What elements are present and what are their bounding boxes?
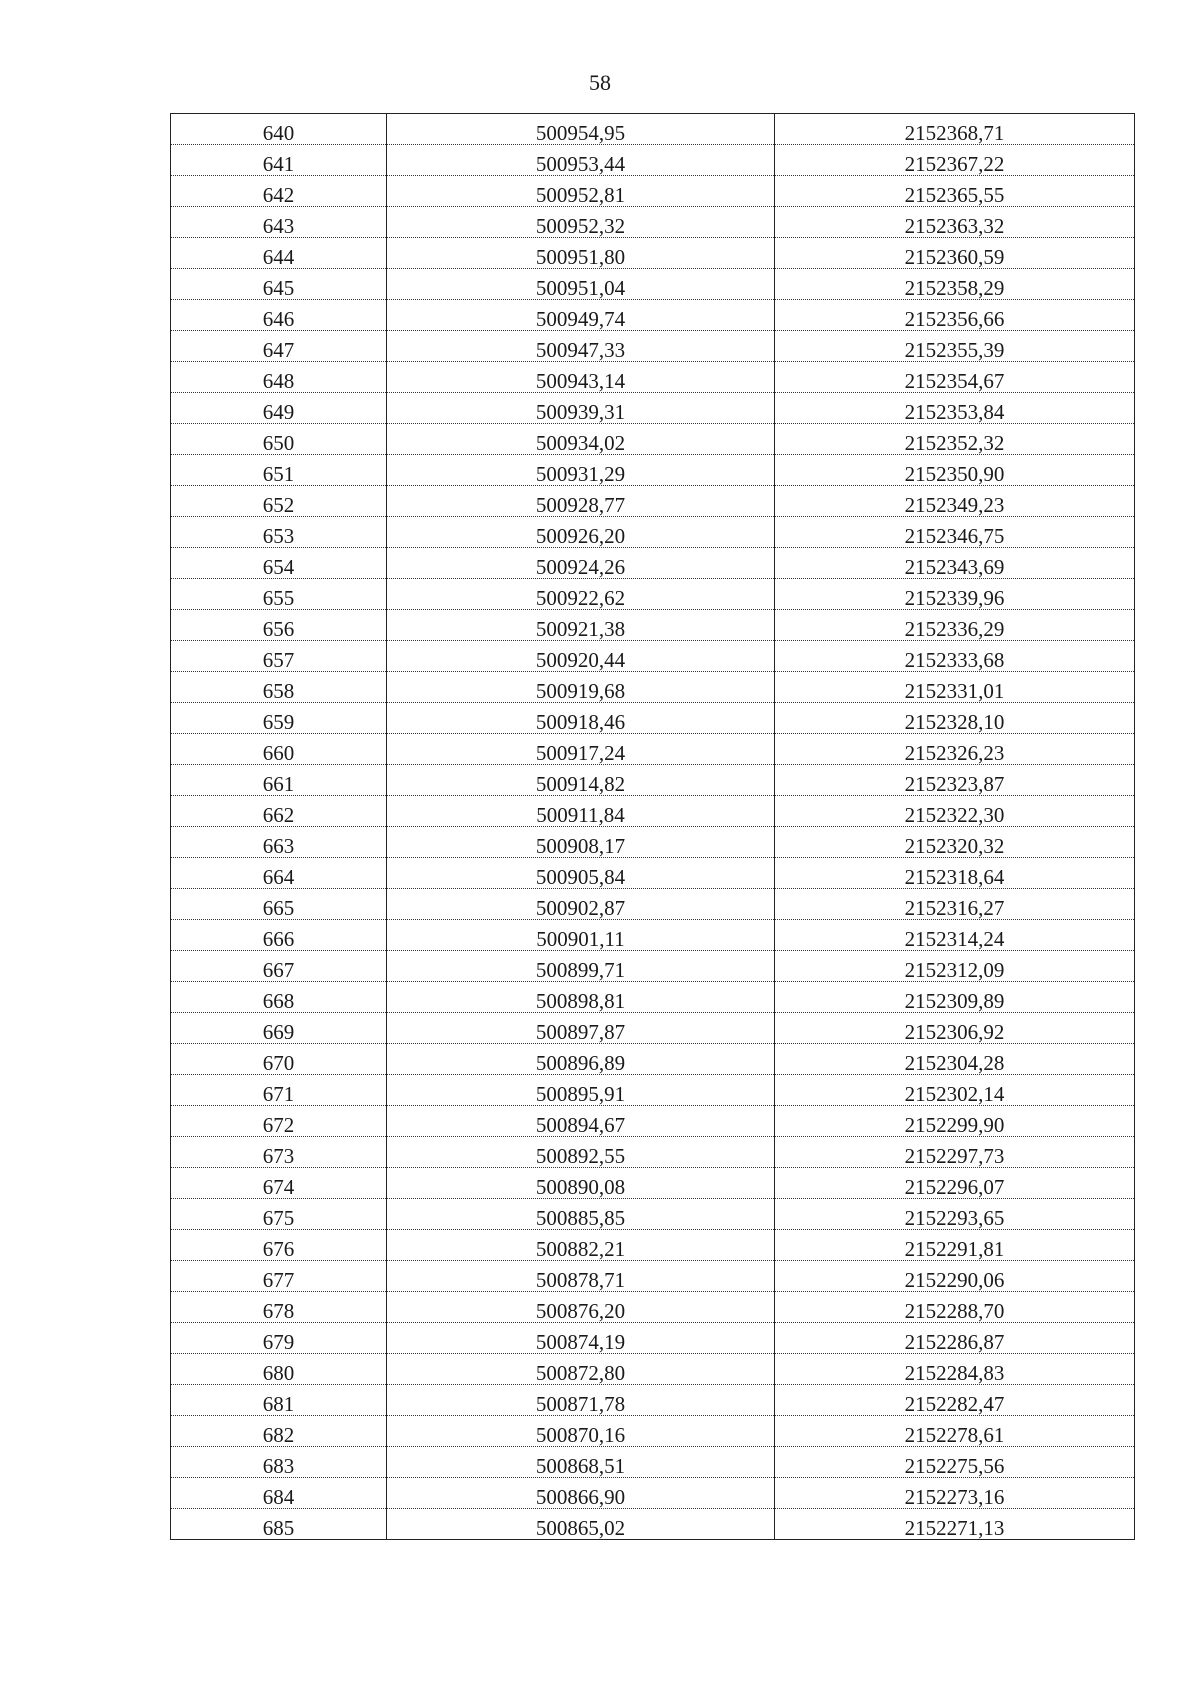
- point-number-cell: 648: [171, 362, 387, 393]
- point-number-cell: 678: [171, 1292, 387, 1323]
- point-number-cell: 642: [171, 176, 387, 207]
- table-row: [171, 982, 1135, 1013]
- x-coordinate-cell: 500894,67: [387, 1106, 775, 1137]
- table-row: [171, 1199, 1135, 1230]
- table-row: [171, 1168, 1135, 1199]
- table-row: [171, 1354, 1135, 1385]
- x-coordinate-cell: 500870,16: [387, 1416, 775, 1447]
- y-coordinate-cell: 2152309,89: [775, 982, 1135, 1013]
- table-row: [171, 269, 1135, 300]
- point-number-cell: 650: [171, 424, 387, 455]
- point-number-cell: 664: [171, 858, 387, 889]
- point-number-cell: 649: [171, 393, 387, 424]
- point-number-cell: 671: [171, 1075, 387, 1106]
- y-coordinate-cell: 2152354,67: [775, 362, 1135, 393]
- y-coordinate-cell: 2152333,68: [775, 641, 1135, 672]
- table-row: [171, 641, 1135, 672]
- y-coordinate-cell: 2152343,69: [775, 548, 1135, 579]
- y-coordinate-cell: 2152297,73: [775, 1137, 1135, 1168]
- table-row: [171, 734, 1135, 765]
- page-number: 58: [589, 70, 611, 95]
- x-coordinate-cell: 500878,71: [387, 1261, 775, 1292]
- table-row: [171, 517, 1135, 548]
- point-number-cell: 674: [171, 1168, 387, 1199]
- x-coordinate-cell: 500954,95: [387, 114, 775, 145]
- x-coordinate-cell: 500939,31: [387, 393, 775, 424]
- y-coordinate-cell: 2152363,32: [775, 207, 1135, 238]
- y-coordinate-cell: 2152339,96: [775, 579, 1135, 610]
- y-coordinate-cell: 2152304,28: [775, 1044, 1135, 1075]
- table-row: [171, 1261, 1135, 1292]
- x-coordinate-cell: 500949,74: [387, 300, 775, 331]
- x-coordinate-cell: 500871,78: [387, 1385, 775, 1416]
- x-coordinate-cell: 500924,26: [387, 548, 775, 579]
- table-row: [171, 1447, 1135, 1478]
- table-row: [171, 1323, 1135, 1354]
- table-row: [171, 1230, 1135, 1261]
- point-number-cell: 644: [171, 238, 387, 269]
- x-coordinate-cell: 500952,32: [387, 207, 775, 238]
- point-number-cell: 640: [171, 114, 387, 145]
- x-coordinate-cell: 500911,84: [387, 796, 775, 827]
- y-coordinate-cell: 2152367,22: [775, 145, 1135, 176]
- y-coordinate-cell: 2152293,65: [775, 1199, 1135, 1230]
- table-row: [171, 951, 1135, 982]
- point-number-cell: 645: [171, 269, 387, 300]
- y-coordinate-cell: 2152352,32: [775, 424, 1135, 455]
- table-row: [171, 579, 1135, 610]
- table-row: [171, 765, 1135, 796]
- y-coordinate-cell: 2152302,14: [775, 1075, 1135, 1106]
- point-number-cell: 679: [171, 1323, 387, 1354]
- point-number-cell: 658: [171, 672, 387, 703]
- x-coordinate-cell: 500953,44: [387, 145, 775, 176]
- y-coordinate-cell: 2152296,07: [775, 1168, 1135, 1199]
- y-coordinate-cell: 2152350,90: [775, 455, 1135, 486]
- table-row: [171, 796, 1135, 827]
- y-coordinate-cell: 2152320,32: [775, 827, 1135, 858]
- point-number-cell: 684: [171, 1478, 387, 1509]
- x-coordinate-cell: 500892,55: [387, 1137, 775, 1168]
- table-row: [171, 610, 1135, 641]
- coordinates-table: [170, 113, 1135, 1540]
- x-coordinate-cell: 500901,11: [387, 920, 775, 951]
- x-coordinate-cell: 500947,33: [387, 331, 775, 362]
- y-coordinate-cell: 2152273,16: [775, 1478, 1135, 1509]
- point-number-cell: 681: [171, 1385, 387, 1416]
- x-coordinate-cell: 500920,44: [387, 641, 775, 672]
- table-row: [171, 672, 1135, 703]
- y-coordinate-cell: 2152291,81: [775, 1230, 1135, 1261]
- point-number-cell: 663: [171, 827, 387, 858]
- y-coordinate-cell: 2152336,29: [775, 610, 1135, 641]
- x-coordinate-cell: 500919,68: [387, 672, 775, 703]
- point-number-cell: 665: [171, 889, 387, 920]
- table-row: [171, 300, 1135, 331]
- table-row: [171, 455, 1135, 486]
- point-number-cell: 682: [171, 1416, 387, 1447]
- point-number-cell: 666: [171, 920, 387, 951]
- point-number-cell: 677: [171, 1261, 387, 1292]
- table-row: [171, 1478, 1135, 1509]
- table-row: [171, 1385, 1135, 1416]
- x-coordinate-cell: 500865,02: [387, 1509, 775, 1540]
- y-coordinate-cell: 2152368,71: [775, 114, 1135, 145]
- y-coordinate-cell: 2152282,47: [775, 1385, 1135, 1416]
- x-coordinate-cell: 500928,77: [387, 486, 775, 517]
- y-coordinate-cell: 2152328,10: [775, 703, 1135, 734]
- table-row: [171, 548, 1135, 579]
- x-coordinate-cell: 500872,80: [387, 1354, 775, 1385]
- x-coordinate-cell: 500951,80: [387, 238, 775, 269]
- table-row: [171, 1044, 1135, 1075]
- point-number-cell: 683: [171, 1447, 387, 1478]
- y-coordinate-cell: 2152323,87: [775, 765, 1135, 796]
- x-coordinate-cell: 500914,82: [387, 765, 775, 796]
- x-coordinate-cell: 500951,04: [387, 269, 775, 300]
- table-row: [171, 1075, 1135, 1106]
- point-number-cell: 672: [171, 1106, 387, 1137]
- y-coordinate-cell: 2152353,84: [775, 393, 1135, 424]
- x-coordinate-cell: 500896,89: [387, 1044, 775, 1075]
- point-number-cell: 670: [171, 1044, 387, 1075]
- x-coordinate-cell: 500890,08: [387, 1168, 775, 1199]
- point-number-cell: 657: [171, 641, 387, 672]
- y-coordinate-cell: 2152358,29: [775, 269, 1135, 300]
- x-coordinate-cell: 500943,14: [387, 362, 775, 393]
- point-number-cell: 667: [171, 951, 387, 982]
- table-row: [171, 1106, 1135, 1137]
- coordinates-table-body: [171, 114, 1135, 1540]
- point-number-cell: 680: [171, 1354, 387, 1385]
- table-row: [171, 114, 1135, 145]
- y-coordinate-cell: 2152278,61: [775, 1416, 1135, 1447]
- y-coordinate-cell: 2152318,64: [775, 858, 1135, 889]
- y-coordinate-cell: 2152275,56: [775, 1447, 1135, 1478]
- x-coordinate-cell: 500931,29: [387, 455, 775, 486]
- x-coordinate-cell: 500882,21: [387, 1230, 775, 1261]
- point-number-cell: 656: [171, 610, 387, 641]
- y-coordinate-cell: 2152271,13: [775, 1509, 1135, 1540]
- x-coordinate-cell: 500898,81: [387, 982, 775, 1013]
- x-coordinate-cell: 500885,85: [387, 1199, 775, 1230]
- x-coordinate-cell: 500874,19: [387, 1323, 775, 1354]
- x-coordinate-cell: 500952,81: [387, 176, 775, 207]
- point-number-cell: 685: [171, 1509, 387, 1540]
- point-number-cell: 659: [171, 703, 387, 734]
- y-coordinate-cell: 2152355,39: [775, 331, 1135, 362]
- y-coordinate-cell: 2152346,75: [775, 517, 1135, 548]
- y-coordinate-cell: 2152356,66: [775, 300, 1135, 331]
- x-coordinate-cell: 500876,20: [387, 1292, 775, 1323]
- table-row: [171, 486, 1135, 517]
- table-row: [171, 920, 1135, 951]
- y-coordinate-cell: 2152284,83: [775, 1354, 1135, 1385]
- table-row: [171, 858, 1135, 889]
- x-coordinate-cell: 500866,90: [387, 1478, 775, 1509]
- x-coordinate-cell: 500908,17: [387, 827, 775, 858]
- x-coordinate-cell: 500899,71: [387, 951, 775, 982]
- point-number-cell: 643: [171, 207, 387, 238]
- y-coordinate-cell: 2152286,87: [775, 1323, 1135, 1354]
- table-row: [171, 1137, 1135, 1168]
- point-number-cell: 651: [171, 455, 387, 486]
- table-row: [171, 1292, 1135, 1323]
- y-coordinate-cell: 2152365,55: [775, 176, 1135, 207]
- table-row: [171, 362, 1135, 393]
- point-number-cell: 653: [171, 517, 387, 548]
- y-coordinate-cell: 2152290,06: [775, 1261, 1135, 1292]
- table-row: [171, 1013, 1135, 1044]
- point-number-cell: 646: [171, 300, 387, 331]
- point-number-cell: 669: [171, 1013, 387, 1044]
- x-coordinate-cell: 500897,87: [387, 1013, 775, 1044]
- point-number-cell: 675: [171, 1199, 387, 1230]
- x-coordinate-cell: 500934,02: [387, 424, 775, 455]
- y-coordinate-cell: 2152314,24: [775, 920, 1135, 951]
- y-coordinate-cell: 2152322,30: [775, 796, 1135, 827]
- point-number-cell: 660: [171, 734, 387, 765]
- table-row: [171, 393, 1135, 424]
- point-number-cell: 655: [171, 579, 387, 610]
- x-coordinate-cell: 500921,38: [387, 610, 775, 641]
- x-coordinate-cell: 500902,87: [387, 889, 775, 920]
- y-coordinate-cell: 2152306,92: [775, 1013, 1135, 1044]
- table-row: [171, 889, 1135, 920]
- point-number-cell: 661: [171, 765, 387, 796]
- x-coordinate-cell: 500917,24: [387, 734, 775, 765]
- point-number-cell: 662: [171, 796, 387, 827]
- point-number-cell: 641: [171, 145, 387, 176]
- x-coordinate-cell: 500868,51: [387, 1447, 775, 1478]
- table-row: [171, 238, 1135, 269]
- table-row: [171, 1509, 1135, 1540]
- table-row: [171, 1416, 1135, 1447]
- y-coordinate-cell: 2152316,27: [775, 889, 1135, 920]
- x-coordinate-cell: 500926,20: [387, 517, 775, 548]
- y-coordinate-cell: 2152326,23: [775, 734, 1135, 765]
- point-number-cell: 668: [171, 982, 387, 1013]
- point-number-cell: 652: [171, 486, 387, 517]
- y-coordinate-cell: 2152360,59: [775, 238, 1135, 269]
- table-row: [171, 827, 1135, 858]
- table-row: [171, 176, 1135, 207]
- x-coordinate-cell: 500905,84: [387, 858, 775, 889]
- point-number-cell: 647: [171, 331, 387, 362]
- y-coordinate-cell: 2152299,90: [775, 1106, 1135, 1137]
- y-coordinate-cell: 2152312,09: [775, 951, 1135, 982]
- x-coordinate-cell: 500918,46: [387, 703, 775, 734]
- y-coordinate-cell: 2152288,70: [775, 1292, 1135, 1323]
- table-row: [171, 207, 1135, 238]
- y-coordinate-cell: 2152349,23: [775, 486, 1135, 517]
- table-row: [171, 703, 1135, 734]
- table-row: [171, 145, 1135, 176]
- x-coordinate-cell: 500922,62: [387, 579, 775, 610]
- point-number-cell: 673: [171, 1137, 387, 1168]
- x-coordinate-cell: 500895,91: [387, 1075, 775, 1106]
- table-row: [171, 331, 1135, 362]
- point-number-cell: 676: [171, 1230, 387, 1261]
- point-number-cell: 654: [171, 548, 387, 579]
- table-row: [171, 424, 1135, 455]
- y-coordinate-cell: 2152331,01: [775, 672, 1135, 703]
